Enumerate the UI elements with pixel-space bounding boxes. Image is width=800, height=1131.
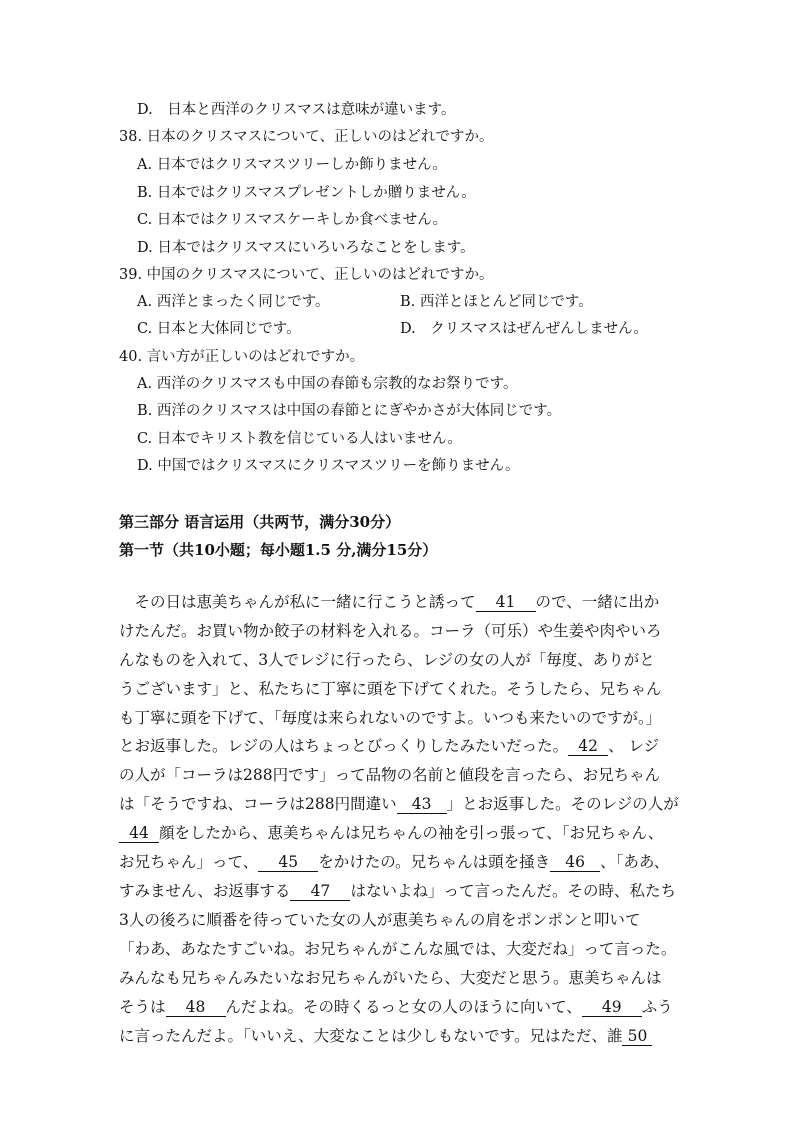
q38-option-d: D. 日本ではクリスマスにいろいろなことをします。 [137, 240, 475, 256]
q39-question: 39. 中国のクリスマスについて、正しいのはどれですか。 [119, 267, 494, 283]
blank-43: 43 [397, 795, 447, 814]
passage-text: ふう [641, 998, 673, 1016]
passage-line-8 [119, 794, 679, 814]
q40-option-a: A. 西洋のクリスマスも中国の春節も宗教的なお祭りです。 [137, 376, 518, 392]
passage-text: をかけたの。兄ちゃんは頭を掻き [318, 853, 551, 871]
q37-option-d: D. 日本と西洋のクリスマスは意味が違います。 [137, 102, 456, 118]
passage-line-4: うございます」と、私たちに丁寧に頭を下げてくれた。そうしたら、兄ちゃん [119, 680, 662, 698]
blank-42: 42 [568, 737, 608, 756]
passage-text: そうは [119, 998, 166, 1016]
passage-text: はないよね」って言ったんだ。その時、私たち [350, 882, 676, 900]
q40-option-c: C. 日本でキリスト教を信じている人はいません。 [137, 431, 462, 447]
blank-41: 41 [476, 593, 536, 612]
q39-option-c: C. 日本と大体同じです。 [137, 321, 301, 337]
passage-line-5: も丁寧に頭を下げて、「毎度は来られないのですよ。いつも来たいのですが。」 [119, 709, 662, 727]
passage-text: 、「ああ、 [600, 853, 670, 871]
q38-option-b: B. 日本ではクリスマスプレゼントしか贈りません。 [137, 185, 476, 201]
blank-50: 50 [622, 1027, 652, 1046]
q38-question: 38. 日本のクリスマスについて、正しいのはどれですか。 [119, 129, 494, 145]
blank-44: 44 [119, 824, 159, 843]
passage-text: は「そうですね、コーラは288円間違い [119, 795, 397, 813]
q40-question: 40. 言い方が正しいのはどれですか。 [119, 349, 365, 365]
passage-text: 、 レジ [608, 737, 660, 755]
passage-line-6 [119, 736, 659, 756]
passage-text: んだよね。その時くるっと女の人のほうに向いて、 [225, 998, 582, 1016]
passage-text: とお返事した。レジの人はちょっとびっくりしたみたいだった。 [119, 737, 569, 755]
q40-option-b: B. 西洋のクリスマスは中国の春節とにぎやかさが大体同じです。 [137, 403, 562, 419]
passage-line-1 [119, 592, 659, 612]
passage-line-13: 「わあ、あなたすごいね。お兄ちゃんがこんな風では、大変だね」って言った。 [119, 940, 677, 958]
passage-text: に言ったんだよ。「いいえ、大変なことは少しもないです。兄はただ、誰 [119, 1027, 623, 1045]
passage-line-3: んなものを入れて、3人でレジに行ったら、レジの女の人が「毎度、ありがと [119, 651, 655, 669]
section-title: 第一节（共10小题；每小题1.5 分,满分15分） [119, 541, 438, 559]
passage-text: 顔をしたから、恵美ちゃんは兄ちゃんの袖を引っ張って、「お兄ちゃん、 [159, 824, 664, 842]
passage-line-9 [119, 823, 663, 843]
passage-line-14: みんなも兄ちゃんみたいなお兄ちゃんがいたら、大変だと思う。恵美ちゃんは [119, 969, 662, 987]
q39-option-b: B. 西洋とほとんど同じです。 [400, 294, 593, 310]
q38-option-a: A. 日本ではクリスマスツリーしか飾りません。 [137, 157, 447, 173]
blank-47: 47 [290, 882, 350, 901]
passage-text: お兄ちゃん」って、 [119, 853, 259, 871]
blank-46: 46 [550, 853, 600, 872]
q38-option-c: C. 日本ではクリスマスケーキしか食べません。 [137, 212, 448, 228]
q40-option-d: D. 中国ではクリスマスにクリスマスツリーを飾りません。 [137, 458, 520, 474]
q39-option-a: A. 西洋とまったく同じです。 [137, 294, 330, 310]
passage-line-7: の人が「コーラは288円です」って品物の名前と値段を言ったら、お兄ちゃん [119, 766, 661, 784]
passage-text: すみません、お返事する [119, 882, 291, 900]
passage-text: その日は恵美ちゃんが私に一緒に行こうと誘って [119, 593, 476, 611]
part-title: 第三部分 语言运用（共两节，满分30分） [119, 513, 401, 531]
q39-option-d: D. クリスマスはぜんぜんしません。 [400, 321, 649, 337]
passage-line-10 [119, 852, 669, 872]
passage-text: 」とお返事した。そのレジの人が [446, 795, 679, 813]
blank-49: 49 [582, 998, 642, 1017]
passage-text: ので、一緒に出か [535, 593, 660, 611]
blank-45: 45 [258, 853, 318, 872]
blank-48: 48 [166, 998, 226, 1017]
passage-line-16 [119, 1026, 652, 1046]
passage-line-11 [119, 881, 676, 901]
passage-line-12: 3人の後ろに順番を待っていた女の人が恵美ちゃんの肩をポンポンと叩いて [119, 911, 641, 929]
passage-line-15 [119, 997, 673, 1017]
passage-line-2: けたんだ。お買い物か餃子の材料を入れる。コーラ（可乐）や生姜や肉やいろ [119, 622, 662, 640]
